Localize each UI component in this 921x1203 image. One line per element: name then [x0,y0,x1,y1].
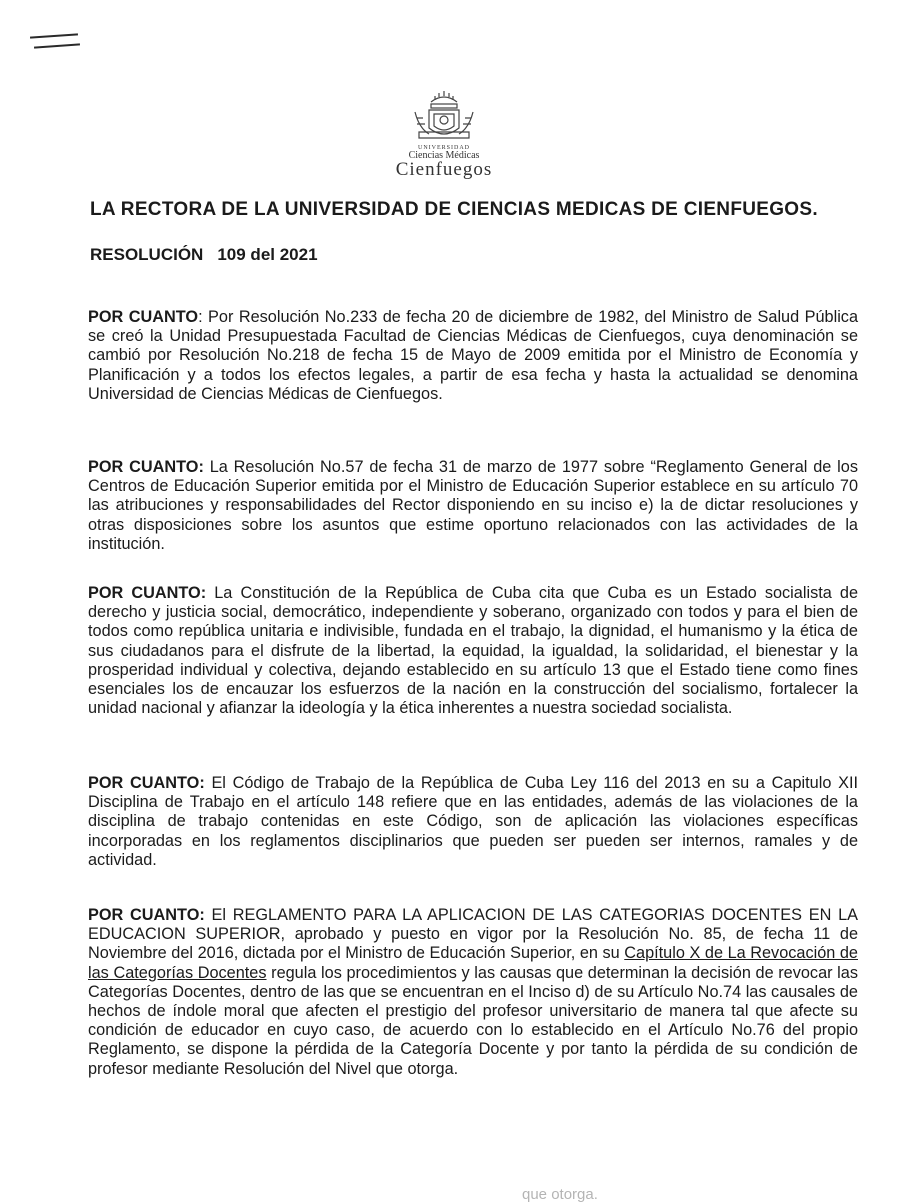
paragraph-1 [88,308,858,404]
logo-university-label: UNIVERSIDAD [418,145,470,151]
bleed-through-text: que otorga. [522,1186,598,1203]
resolution-line [90,245,318,265]
paragraph-3 [88,584,858,718]
paragraph-text: La Resolución No.57 de fecha 31 de marzo de 1977 sobre “Reglamento General de los Centros de Educación Superior emitida por el Ministro de Educación Superior establece en su artículo 70 las atribuciones y responsabilidades del Rector disponiendo en su inciso e) la de dictar resoluciones y otras disposiciones sobre los asuntos que estime oportuno relacionados con las actividades de la institución. [88,458,858,553]
paragraph-text: La Constitución de la República de Cuba cita que Cuba es un Estado socialista de derecho y justicia social, democrático, independiente y soberano, organizado con todos y para el bien de todos como república unitaria e indivisible, fundada en el trabajo, la dignidad, el humanismo y la ética de sus ciudadanos para el disfrute de la libertad, la equidad, la igualdad, la solidaridad, el bienestar y la prosperidad individual y colectiva, dejando establecido en su artículo 13 que el Estado tiene como fines esenciales los de encauzar los esfuerzos de la nación en la construcción del socialismo, fortalecer la unidad nacional y afianzar la ideología y la ética inherentes a nuestra sociedad socialista. [88,584,859,718]
resolution-number: 109 del 2021 [217,245,318,264]
university-logo [380,88,508,180]
paragraph-text-after: regula los procedimientos y las causas que determinan la decisión de revocar las Categorías Docentes, dentro de las que se encuentran en el Inciso d) de su Artículo No.74 las causales de hechos de índole moral que afecten el prestigio del profesor universitario de manera tal que afecte su condición de educador en cuyo caso, de acuerdo con lo establecido en el Artículo No.76 del propio Reglamento, se dispone la pérdida de la Categoría Docente y por tanto la pérdida de su condición de profesor mediante Resolución del Nivel que otorga. [88,963,858,1078]
paragraph-text: El Código de Trabajo de la República de Cuba Ley 116 del 2013 en su a Capitulo XII Disciplina de Trabajo en el artículo 148 refiere que en las entidades, además de las violaciones de la disciplina de trabajo contenidas en este Código, son de aplicación las violaciones específicas incorporadas en los reglamentos disciplinarios que pueden ser pueden ser internos, ramales y de actividad. [88,774,858,869]
paragraph-2 [88,458,858,554]
paragraph-lead: POR CUANTO: [88,906,205,924]
paragraph-lead: POR CUANTO: [88,584,207,602]
paragraph-5 [88,906,858,1079]
paragraph-lead: POR CUANTO [88,308,199,326]
logo-line-2: Cienfuegos [395,159,493,180]
paragraph-lead: POR CUANTO: [88,458,204,476]
paragraph-text: : Por Resolución No.233 de fecha 20 de diciembre de 1982, del Ministro de Salud Pública se creó la Unidad Presupuestada Facultad de Ciencias Médicas de Cienfuegos, cuya denominación se cambió por Resolución No.218 de fecha 15 de Mayo de 2009 emitida por el Ministro de Economía y Planificación y a todos los efectos legales, a partir de esa fecha y hasta la actualidad se denomina Universidad de Ciencias Médicas de Cienfuegos. [88,308,859,403]
paragraph-text-before: El REGLAMENTO PARA LA APLICACION DE LAS CATEGORIAS DOCENTES EN LA EDUCACION SUPERIOR, aprobado y puesto en vigor por la Resolución No. 85, de fecha 11 de Noviembre del 2016, dictada por el Ministro de Educación Superior, en su [88,906,858,963]
logo-line-1: Ciencias Médicas [408,150,480,161]
scan-pen-marks [30,32,82,54]
resolution-label: RESOLUCIÓN [90,245,204,264]
underlined-chapter-reference: Capítulo X de La Revocación de las Categorías Docentes [88,944,858,982]
university-crest-icon [409,88,479,144]
document-heading: LA RECTORA DE LA UNIVERSIDAD DE CIENCIAS MEDICAS DE CIENFUEGOS. [90,199,818,220]
paragraph-lead: POR CUANTO: [88,774,205,792]
paragraph-4 [88,774,858,870]
